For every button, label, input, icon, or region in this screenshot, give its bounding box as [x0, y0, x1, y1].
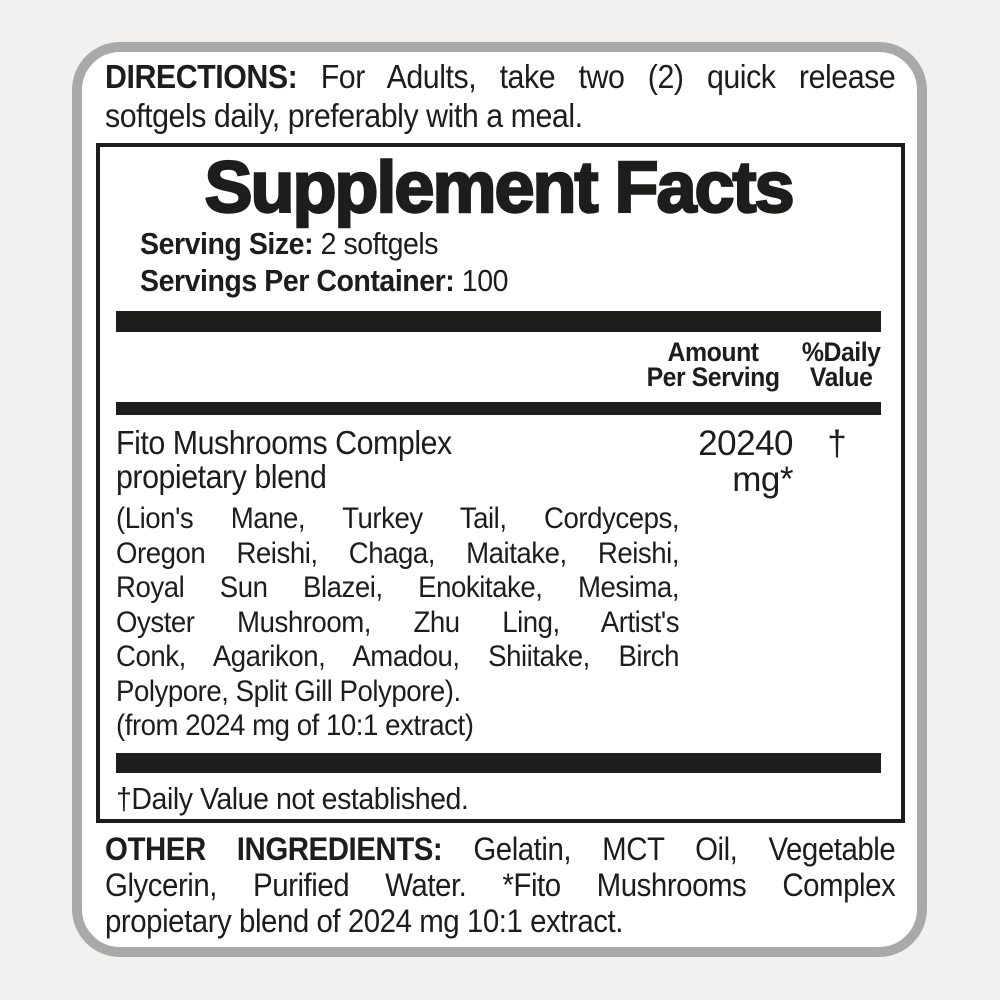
- servings-per-container-label: Servings Per Container:: [140, 263, 455, 298]
- daily-value-header: [802, 337, 881, 392]
- ingredient-amount: 20240 mg*: [698, 424, 793, 499]
- directions-line-1-text: For Adults, take two (2) quick release: [297, 58, 896, 95]
- other-ingredients-line-2-text: Glycerin, Purified Water. *Fito Mushrooms Complex: [105, 866, 896, 903]
- other-ingredients-line-1: [105, 831, 895, 867]
- supplement-facts-box: [96, 143, 905, 823]
- blend-list-line: (Lion's Mane, Turkey Tail, Cordyceps,: [116, 502, 680, 535]
- ingredient-name: [116, 426, 631, 494]
- ingredient-name-line-2: propietary blend: [116, 458, 327, 495]
- other-ingredients-line-1-text: Gelatin, MCT Oil, Vegetable: [442, 830, 896, 867]
- ingredient-name-line-1: Fito Mushrooms Complex: [116, 424, 452, 461]
- amount-header-line-1: Amount: [667, 337, 759, 367]
- servings-per-container-value: 100: [454, 263, 508, 298]
- directions-section: [105, 57, 964, 135]
- ingredient-daily-value-dagger: †: [827, 424, 847, 463]
- supplement-facts-title: Supplement Facts: [204, 148, 793, 228]
- daily-header-line-2: Value: [810, 362, 873, 392]
- directions-line-2-text: softgels daily, preferably with a meal.: [105, 97, 583, 134]
- serving-size-value: 2 softgels: [313, 226, 439, 261]
- supplement-label-card: [72, 42, 927, 957]
- extract-note: (from 2024 mg of 10:1 extract): [116, 709, 474, 742]
- servings-per-container-line: [140, 262, 822, 299]
- thick-divider-bar-bottom: [116, 753, 881, 773]
- blend-ingredient-list: [116, 502, 679, 744]
- blend-list-line: Oyster Mushroom, Zhu Ling, Artist's: [116, 605, 680, 639]
- other-ingredients-line-2: [105, 867, 895, 903]
- blend-list-line: Royal Sun Blazei, Enokitake, Mesima,: [116, 571, 680, 604]
- other-ingredients-section: [105, 831, 964, 939]
- daily-header-line-1: %Daily: [802, 337, 881, 367]
- amount-per-serving-header: [646, 337, 780, 392]
- amount-header-line-2: Per Serving: [646, 362, 780, 392]
- blend-list-line: Polypore, Split Gill Polypore).: [116, 674, 461, 708]
- other-ingredients-line-3: [105, 903, 895, 939]
- serving-size-label: Serving Size:: [140, 226, 314, 261]
- other-ingredients-line-3-text: propietary blend of 2024 mg 10:1 extract.: [105, 902, 623, 939]
- directions-line-1: [105, 57, 895, 96]
- thick-divider-bar-top: [116, 311, 881, 332]
- blend-list-line: Conk, Agarikon, Amadou, Shiitake, Birch: [116, 640, 680, 673]
- column-headers: [116, 337, 881, 392]
- thin-divider-bar: [116, 402, 881, 415]
- other-ingredients-label: OTHER INGREDIENTS:: [105, 830, 443, 867]
- directions-label: DIRECTIONS:: [105, 58, 298, 95]
- daily-value-footnote: †Daily Value not established.: [116, 780, 469, 816]
- serving-size-line: [140, 225, 822, 262]
- ingredient-row: [116, 426, 881, 498]
- directions-line-2: [105, 96, 895, 135]
- blend-list-line: Oregon Reishi, Chaga, Maitake, Reishi,: [116, 536, 680, 570]
